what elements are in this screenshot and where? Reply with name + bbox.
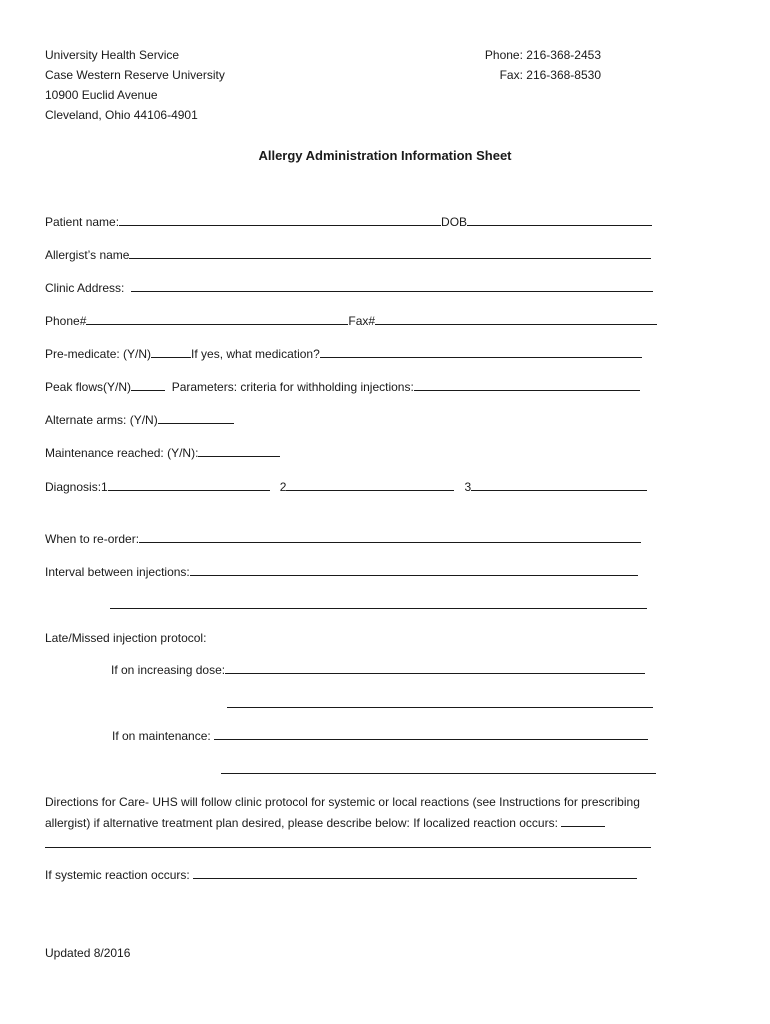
interval-field[interactable] xyxy=(190,564,638,576)
fax-number: Fax: 216-368-8530 xyxy=(499,68,601,82)
peak-flows-params-label: Parameters: criteria for withholding injections: xyxy=(171,380,414,394)
alternate-arms-row xyxy=(45,412,234,428)
fax-label: Fax# xyxy=(348,314,376,328)
directions-line-2: allergist) if alternative treatment plan desired, please describe below: If localized reaction occurs: xyxy=(45,816,558,830)
dob-field[interactable] xyxy=(467,214,652,226)
late-missed-heading: Late/Missed injection protocol: xyxy=(45,631,207,645)
interval-row xyxy=(45,564,638,580)
directions-line-1: Directions for Care- UHS will follow clinic protocol for systemic or local reactions (see Instructions for prescribing xyxy=(45,795,640,809)
peak-flows-field[interactable] xyxy=(131,379,165,391)
diagnosis-2-label: 2 xyxy=(279,480,287,494)
increasing-dose-continuation-field[interactable] xyxy=(227,696,653,708)
reorder-label: When to re-order: xyxy=(45,532,140,546)
localized-reaction-continuation-field[interactable] xyxy=(45,836,651,848)
premedicate-field[interactable] xyxy=(151,346,191,358)
premedicate-which-field[interactable] xyxy=(320,346,642,358)
org-street: 10900 Euclid Avenue xyxy=(45,88,158,102)
clinic-address-label: Clinic Address: xyxy=(45,281,125,295)
peak-flows-label: Peak flows(Y/N) xyxy=(45,380,132,394)
peak-flows-row xyxy=(45,379,640,395)
allergist-field[interactable] xyxy=(129,247,651,259)
maintenance-row xyxy=(112,728,648,744)
diagnosis-3-label: 3 xyxy=(464,480,472,494)
systemic-label: If systemic reaction occurs: xyxy=(45,868,190,882)
systemic-row xyxy=(45,867,637,883)
reorder-field[interactable] xyxy=(139,531,641,543)
maintenance-reached-field[interactable] xyxy=(198,445,280,457)
patient-name-row xyxy=(45,214,652,230)
patient-name-field[interactable] xyxy=(119,214,441,226)
maintenance-label: If on maintenance: xyxy=(112,729,211,743)
diagnosis-2-field[interactable] xyxy=(286,479,454,491)
allergist-row xyxy=(45,247,651,263)
allergist-label: Allergist’s name xyxy=(45,248,130,262)
maintenance-continuation-field[interactable] xyxy=(221,762,656,774)
reorder-row xyxy=(45,531,641,547)
org-university: Case Western Reserve University xyxy=(45,68,225,82)
diagnosis-label: Diagnosis: xyxy=(45,480,102,494)
phone-field[interactable] xyxy=(86,313,348,325)
phone-number: Phone: 216-368-2453 xyxy=(484,48,601,62)
dob-label: DOB xyxy=(441,215,468,229)
maintenance-reached-label: Maintenance reached: (Y/N): xyxy=(45,446,199,460)
org-name: University Health Service xyxy=(45,48,180,62)
localized-reaction-field[interactable] xyxy=(561,815,605,827)
clinic-address-field[interactable] xyxy=(131,280,653,292)
increasing-dose-row xyxy=(111,662,645,678)
alternate-arms-field[interactable] xyxy=(158,412,234,424)
interval-continuation-row xyxy=(110,597,647,613)
premedicate-row xyxy=(45,346,642,362)
premedicate-label: Pre-medicate: (Y/N) xyxy=(45,347,152,361)
page-title: Allergy Administration Information Sheet xyxy=(258,148,512,163)
interval-label: Interval between injections: xyxy=(45,565,190,579)
alternate-arms-label: Alternate arms: (Y/N) xyxy=(45,413,158,427)
increasing-dose-continuation-row xyxy=(227,696,653,712)
increasing-dose-field[interactable] xyxy=(225,662,645,674)
maintenance-reached-row xyxy=(45,445,280,461)
patient-name-label: Patient name: xyxy=(45,215,120,229)
diagnosis-row xyxy=(45,479,647,495)
increasing-dose-label: If on increasing dose: xyxy=(111,663,226,677)
directions-line-2-row xyxy=(45,815,605,831)
maintenance-continuation-row xyxy=(221,762,656,778)
directions-continuation-row xyxy=(45,836,651,852)
interval-continuation-field[interactable] xyxy=(110,597,647,609)
systemic-field[interactable] xyxy=(193,867,637,879)
peak-flows-params-field[interactable] xyxy=(414,379,640,391)
phone-label: Phone# xyxy=(45,314,87,328)
org-city: Cleveland, Ohio 44106-4901 xyxy=(45,108,198,122)
fax-field[interactable] xyxy=(375,313,657,325)
maintenance-field[interactable] xyxy=(214,728,648,740)
diagnosis-3-field[interactable] xyxy=(471,479,647,491)
diagnosis-1-label: 1 xyxy=(101,480,108,494)
clinic-address-row xyxy=(45,280,653,296)
premedicate-which-label: If yes, what medication? xyxy=(191,347,320,361)
updated-date: Updated 8/2016 xyxy=(45,946,131,960)
phone-fax-row xyxy=(45,313,657,329)
diagnosis-1-field[interactable] xyxy=(108,479,270,491)
